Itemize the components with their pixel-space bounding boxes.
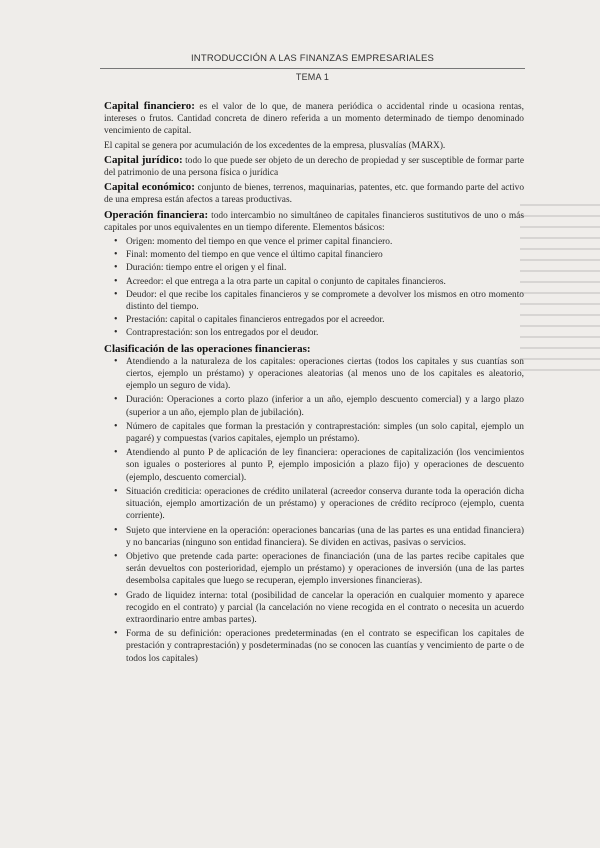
document-title: INTRODUCCIÓN A LAS FINANZAS EMPRESARIALES: [190, 53, 435, 64]
list-item: • Forma de su definición: operaciones predeterminadas (en el contrato se especifican los capitales de prestación y contraprestación) y posdeterminadas (no se conocen las cuantías y vencimiento de parte o de todos los capitales): [126, 628, 524, 665]
list-item: • Acreedor: el que entrega a la otra parte un capital o conjunto de capitales financieros.: [126, 276, 524, 288]
definition-operacion-financiera: [104, 209, 524, 234]
list-item: • Grado de liquidez interna: total (posibilidad de cancelar la operación en cualquier momento y aparece recogido en el contrato) y parcial (la cancelación no viene recogida en el contrato o necesita un acuerdo extraordinario entre ambas partes).: [126, 590, 524, 627]
document-subtitle: TEMA 1: [295, 72, 330, 82]
definition-capital-financiero: [104, 100, 524, 138]
header-rule: [100, 68, 525, 69]
list-item: • Atendiendo al punto P de aplicación de ley financiera: operaciones de capitalización (los vencimientos son iguales o posteriores al punto P, ejemplo imposición a plazo fijo) y operaciones de descuento (ejemplo, descuento comercial).: [126, 447, 524, 484]
section-title-clasificacion: Clasificación de las operaciones financieras:: [104, 342, 311, 355]
document-body: [104, 100, 524, 667]
list-item: • Origen: momento del tiempo en que vence el primer capital financiero.: [126, 236, 524, 248]
term-capital-economico: Capital económico:: [104, 181, 195, 194]
definition-capital-juridico: [104, 154, 524, 179]
term-operacion-financiera: Operación financiera:: [104, 208, 209, 221]
capital-note: El capital se genera por acumulación de los excedentes de la empresa, plusvalías (MARX).: [104, 140, 446, 151]
list-item: • Objetivo que pretende cada parte: operaciones de financiación (una de las partes recibe capitales que serán devueltos con posterioridad, ejemplo un préstamo) y operaciones de inversión (una de las partes desembolsa capitales que luego se recuperan, ejemplo inversiones financieras).: [126, 551, 524, 588]
list-item: • Duración: Operaciones a corto plazo (inferior a un año, ejemplo descuento comercial) y a largo plazo (superior a un año, ejemplo plan de jubilación).: [126, 394, 524, 418]
list-item: • Final: momento del tiempo en que vence el último capital financiero: [126, 249, 524, 261]
document-header: [100, 53, 525, 82]
list-item: • Sujeto que interviene en la operación: operaciones bancarias (una de las partes es una entidad financiera) y no bancarias (ninguno son entidad financiera). Se dividen en activas, pasivas o servicios.: [126, 525, 524, 549]
definition-text: todo intercambio no simultáneo de capitales financieros sustitutivos de uno o más capitales por unos equivalentes en un tiempo diferente. Elementos básicos:: [104, 210, 524, 233]
list-item: • Duración: tiempo entre el origen y el final.: [126, 262, 524, 274]
list-item: • Contraprestación: son los entregados por el deudor.: [126, 327, 524, 339]
definition-capital-economico: [104, 181, 524, 206]
definition-text: todo lo que puede ser objeto de un derecho de propiedad y ser susceptible de formar parte del patrimonio de una persona física o jurídica: [104, 155, 524, 179]
term-capital-financiero: Capital financiero:: [104, 100, 195, 112]
term-capital-juridico: Capital jurídico:: [104, 153, 183, 166]
elementos-list: [104, 236, 524, 340]
bleed-through-shadow: [520, 195, 600, 425]
list-item: • Número de capitales que forman la prestación y contraprestación: simples (un solo capital, ejemplo un pagaré) y compuestas (varios capitales, ejemplo un préstamo).: [126, 421, 524, 445]
list-item: • Deudor: el que recibe los capitales financieros y se compromete a devolver los mismos en otro momento distinto del tiempo.: [126, 289, 524, 313]
list-item: • Prestación: capital o capitales financieros entregados por el acreedor.: [126, 314, 524, 326]
definition-text: es el valor de lo que, de manera periódica o accidental rinde u ocasiona rentas, intereses o frutos. Cantidad concreta de dinero referida a un momento determinado de tiempo denominado vencimiento de capital.: [104, 102, 524, 137]
list-item: • Atendiendo a la naturaleza de los capitales: operaciones ciertas (todos los capitales y sus cuantías son ciertos, ejemplo un préstamo) y operaciones aleatorias (al menos uno de los capitales es aleatorio, ejemplo un seguro de vida).: [126, 356, 524, 393]
definition-text: conjunto de bienes, terrenos, maquinarias, patentes, etc. que formando parte del activo de una empresa están afectos a tareas productivas.: [104, 183, 525, 206]
list-item: • Situación crediticia: operaciones de crédito unilateral (acreedor conserva durante toda la operación dicha situación, ejemplo amortización de un préstamo) y operaciones de crédito recíproco (ejemplo, cuenta corriente).: [126, 486, 524, 523]
clasificacion-list: [104, 356, 524, 665]
